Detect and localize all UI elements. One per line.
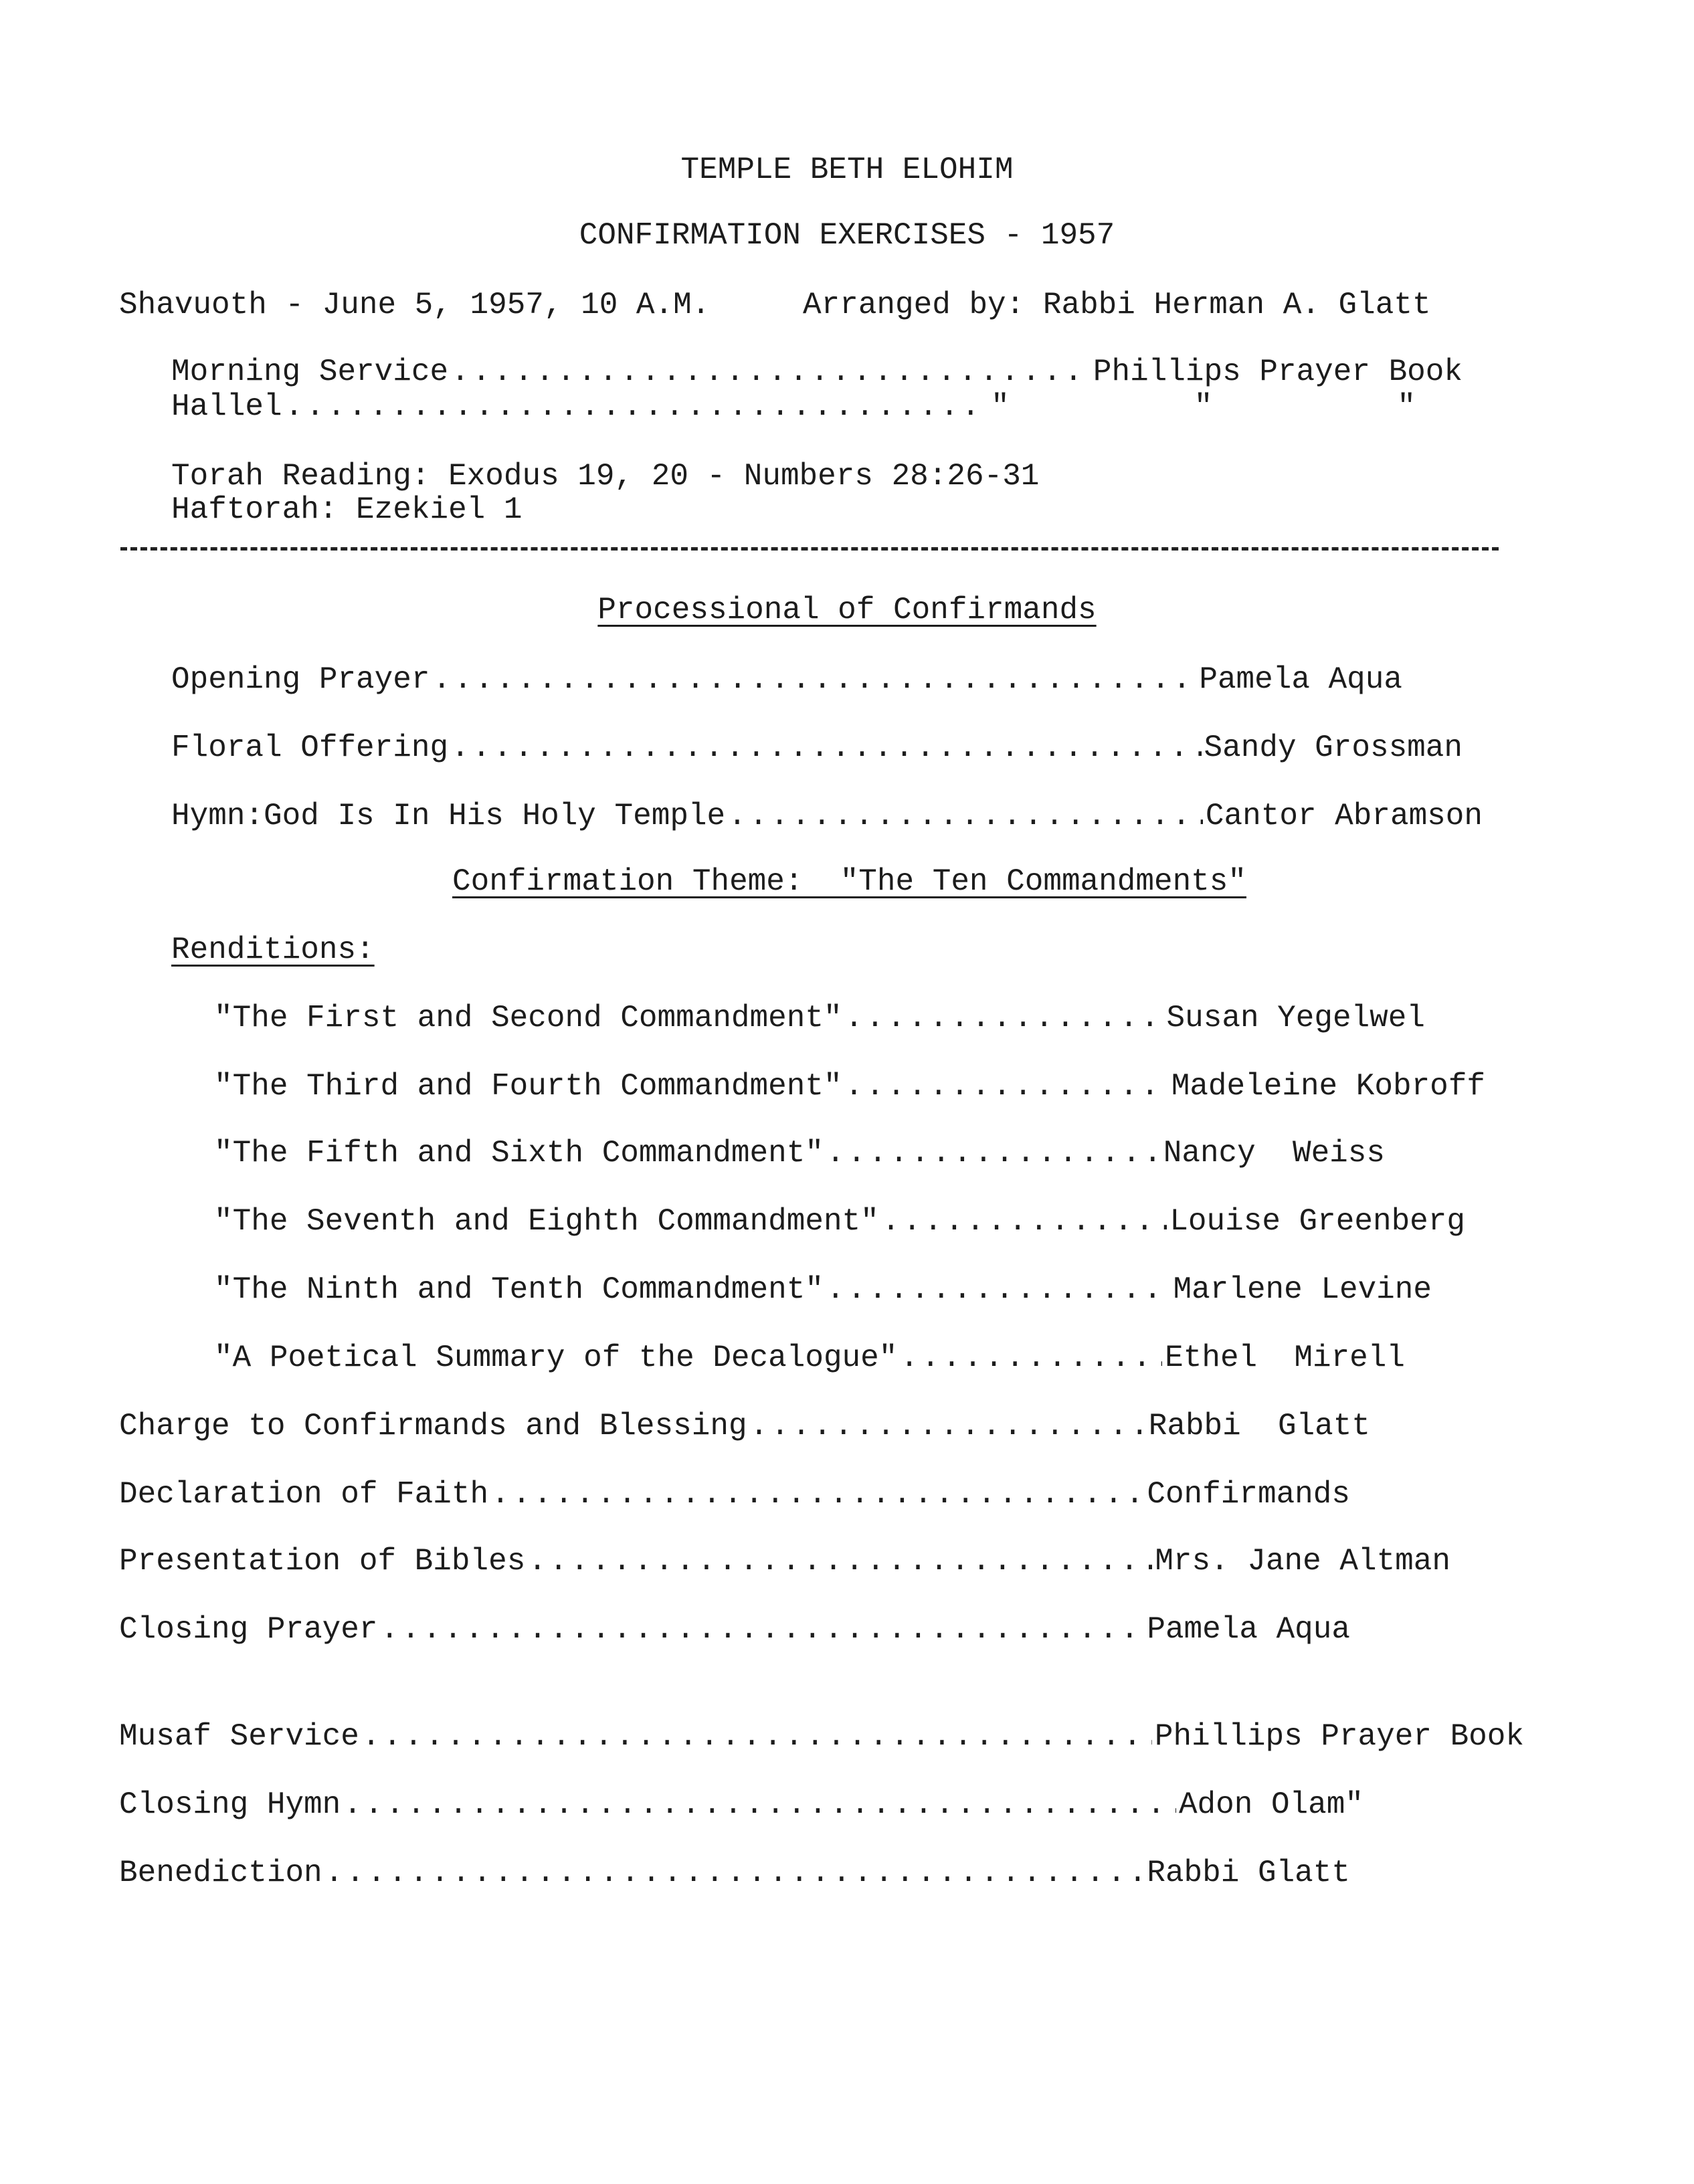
leader-dots <box>826 1271 1171 1308</box>
rendition-item <box>214 1203 1465 1240</box>
leader-dots <box>432 661 1196 698</box>
rendition-performer: Madeleine Kobroff <box>1171 1069 1485 1104</box>
item-label: Presentation of Bibles <box>119 1544 526 1579</box>
leader-dots <box>380 1611 1144 1648</box>
program-item <box>119 1611 1350 1648</box>
leader-dots <box>325 1854 1145 1892</box>
leader-dots <box>826 1134 1161 1172</box>
rendition-item <box>214 1271 1432 1308</box>
item-performer: Rabbi Glatt <box>1147 1856 1350 1890</box>
item-performer: Adon Olam" <box>1178 1787 1363 1822</box>
temple-name: TEMPLE BETH ELOHIM <box>680 153 1014 187</box>
leader-dots <box>491 1476 1144 1513</box>
closing-item <box>119 1718 1524 1755</box>
closing-item <box>119 1854 1350 1892</box>
item-label: Charge to Confirmands and Blessing <box>119 1409 747 1444</box>
rendition-title: "The First and Second Commandment" <box>214 1001 842 1035</box>
service-row-morning <box>171 353 1463 391</box>
processional-item <box>171 797 1483 835</box>
haftorah: Haftorah: Ezekiel 1 <box>171 492 523 527</box>
item-label: Declaration of Faith <box>119 1477 489 1512</box>
rendition-performer: Louise Greenberg <box>1169 1204 1465 1239</box>
rendition-title: "The Seventh and Eighth Commandment" <box>214 1204 879 1239</box>
leader-dots <box>528 1543 1152 1580</box>
rendition-item <box>214 1134 1385 1172</box>
theme-title: Confirmation Theme: "The Ten Commandments" <box>452 864 1246 899</box>
service-value: Phillips Prayer Book <box>1093 355 1463 389</box>
item-label: Closing Hymn <box>119 1787 341 1822</box>
item-label: Opening Prayer <box>171 662 430 697</box>
rendition-item <box>214 1339 1405 1377</box>
leader-dots <box>451 353 1091 391</box>
rendition-performer: Nancy Weiss <box>1163 1136 1385 1171</box>
service-label: Morning Service <box>171 355 449 389</box>
processional-item <box>171 729 1463 767</box>
event-title: CONFIRMATION EXERCISES - 1957 <box>579 218 1115 253</box>
rendition-item <box>214 1068 1485 1105</box>
service-row-hallel <box>171 388 1416 425</box>
item-performer: Phillips Prayer Book <box>1154 1719 1524 1754</box>
item-performer: Pamela Aqua <box>1199 662 1402 697</box>
program-item <box>119 1407 1370 1445</box>
item-label: Floral Offering <box>171 730 449 765</box>
item-performer: Rabbi Glatt <box>1148 1409 1370 1444</box>
item-performer: Confirmands <box>1147 1477 1350 1512</box>
leader-dots <box>343 1786 1176 1823</box>
rendition-performer: Marlene Levine <box>1173 1272 1432 1307</box>
rendition-title: "The Third and Fourth Commandment" <box>214 1069 842 1104</box>
program-item <box>119 1476 1350 1513</box>
leader-dots <box>728 797 1203 835</box>
item-performer: Cantor Abramson <box>1205 799 1483 833</box>
closing-item <box>119 1786 1363 1823</box>
leader-dots <box>845 999 1164 1037</box>
date-line: Shavuoth - June 5, 1957, 10 A.M. <box>119 288 711 322</box>
leader-dots <box>451 729 1201 767</box>
item-label: Hymn:God Is In His Holy Temple <box>171 799 726 833</box>
service-value: " " " <box>991 389 1416 424</box>
dashed-divider <box>120 547 1499 551</box>
leader-dots <box>845 1068 1169 1105</box>
leader-dots <box>882 1203 1167 1240</box>
leader-dots <box>362 1718 1152 1755</box>
item-performer: Sandy Grossman <box>1204 730 1463 765</box>
service-label: Hallel <box>171 389 282 424</box>
rendition-title: "A Poetical Summary of the Decalogue" <box>214 1341 898 1375</box>
leader-dots <box>900 1339 1162 1377</box>
rendition-performer: Susan Yegelwel <box>1166 1001 1425 1035</box>
rendition-title: "The Ninth and Tenth Commandment" <box>214 1272 824 1307</box>
leader-dots <box>750 1407 1146 1445</box>
item-label: Musaf Service <box>119 1719 359 1754</box>
program-item <box>119 1543 1450 1580</box>
item-label: Benediction <box>119 1856 322 1890</box>
torah-reading: Torah Reading: Exodus 19, 20 - Numbers 28:26-31 <box>171 459 1040 494</box>
leader-dots <box>285 388 988 425</box>
processional-item <box>171 661 1402 698</box>
renditions-label: Renditions: <box>171 932 375 967</box>
rendition-title: "The Fifth and Sixth Commandment" <box>214 1136 824 1171</box>
item-label: Closing Prayer <box>119 1612 378 1647</box>
item-performer: Pamela Aqua <box>1147 1612 1350 1647</box>
processional-title: Processional of Confirmands <box>597 593 1097 627</box>
rendition-item <box>214 999 1425 1037</box>
arranged-by: Arranged by: Rabbi Herman A. Glatt <box>803 288 1431 322</box>
item-performer: Mrs. Jane Altman <box>1155 1544 1450 1579</box>
rendition-performer: Ethel Mirell <box>1165 1341 1405 1375</box>
